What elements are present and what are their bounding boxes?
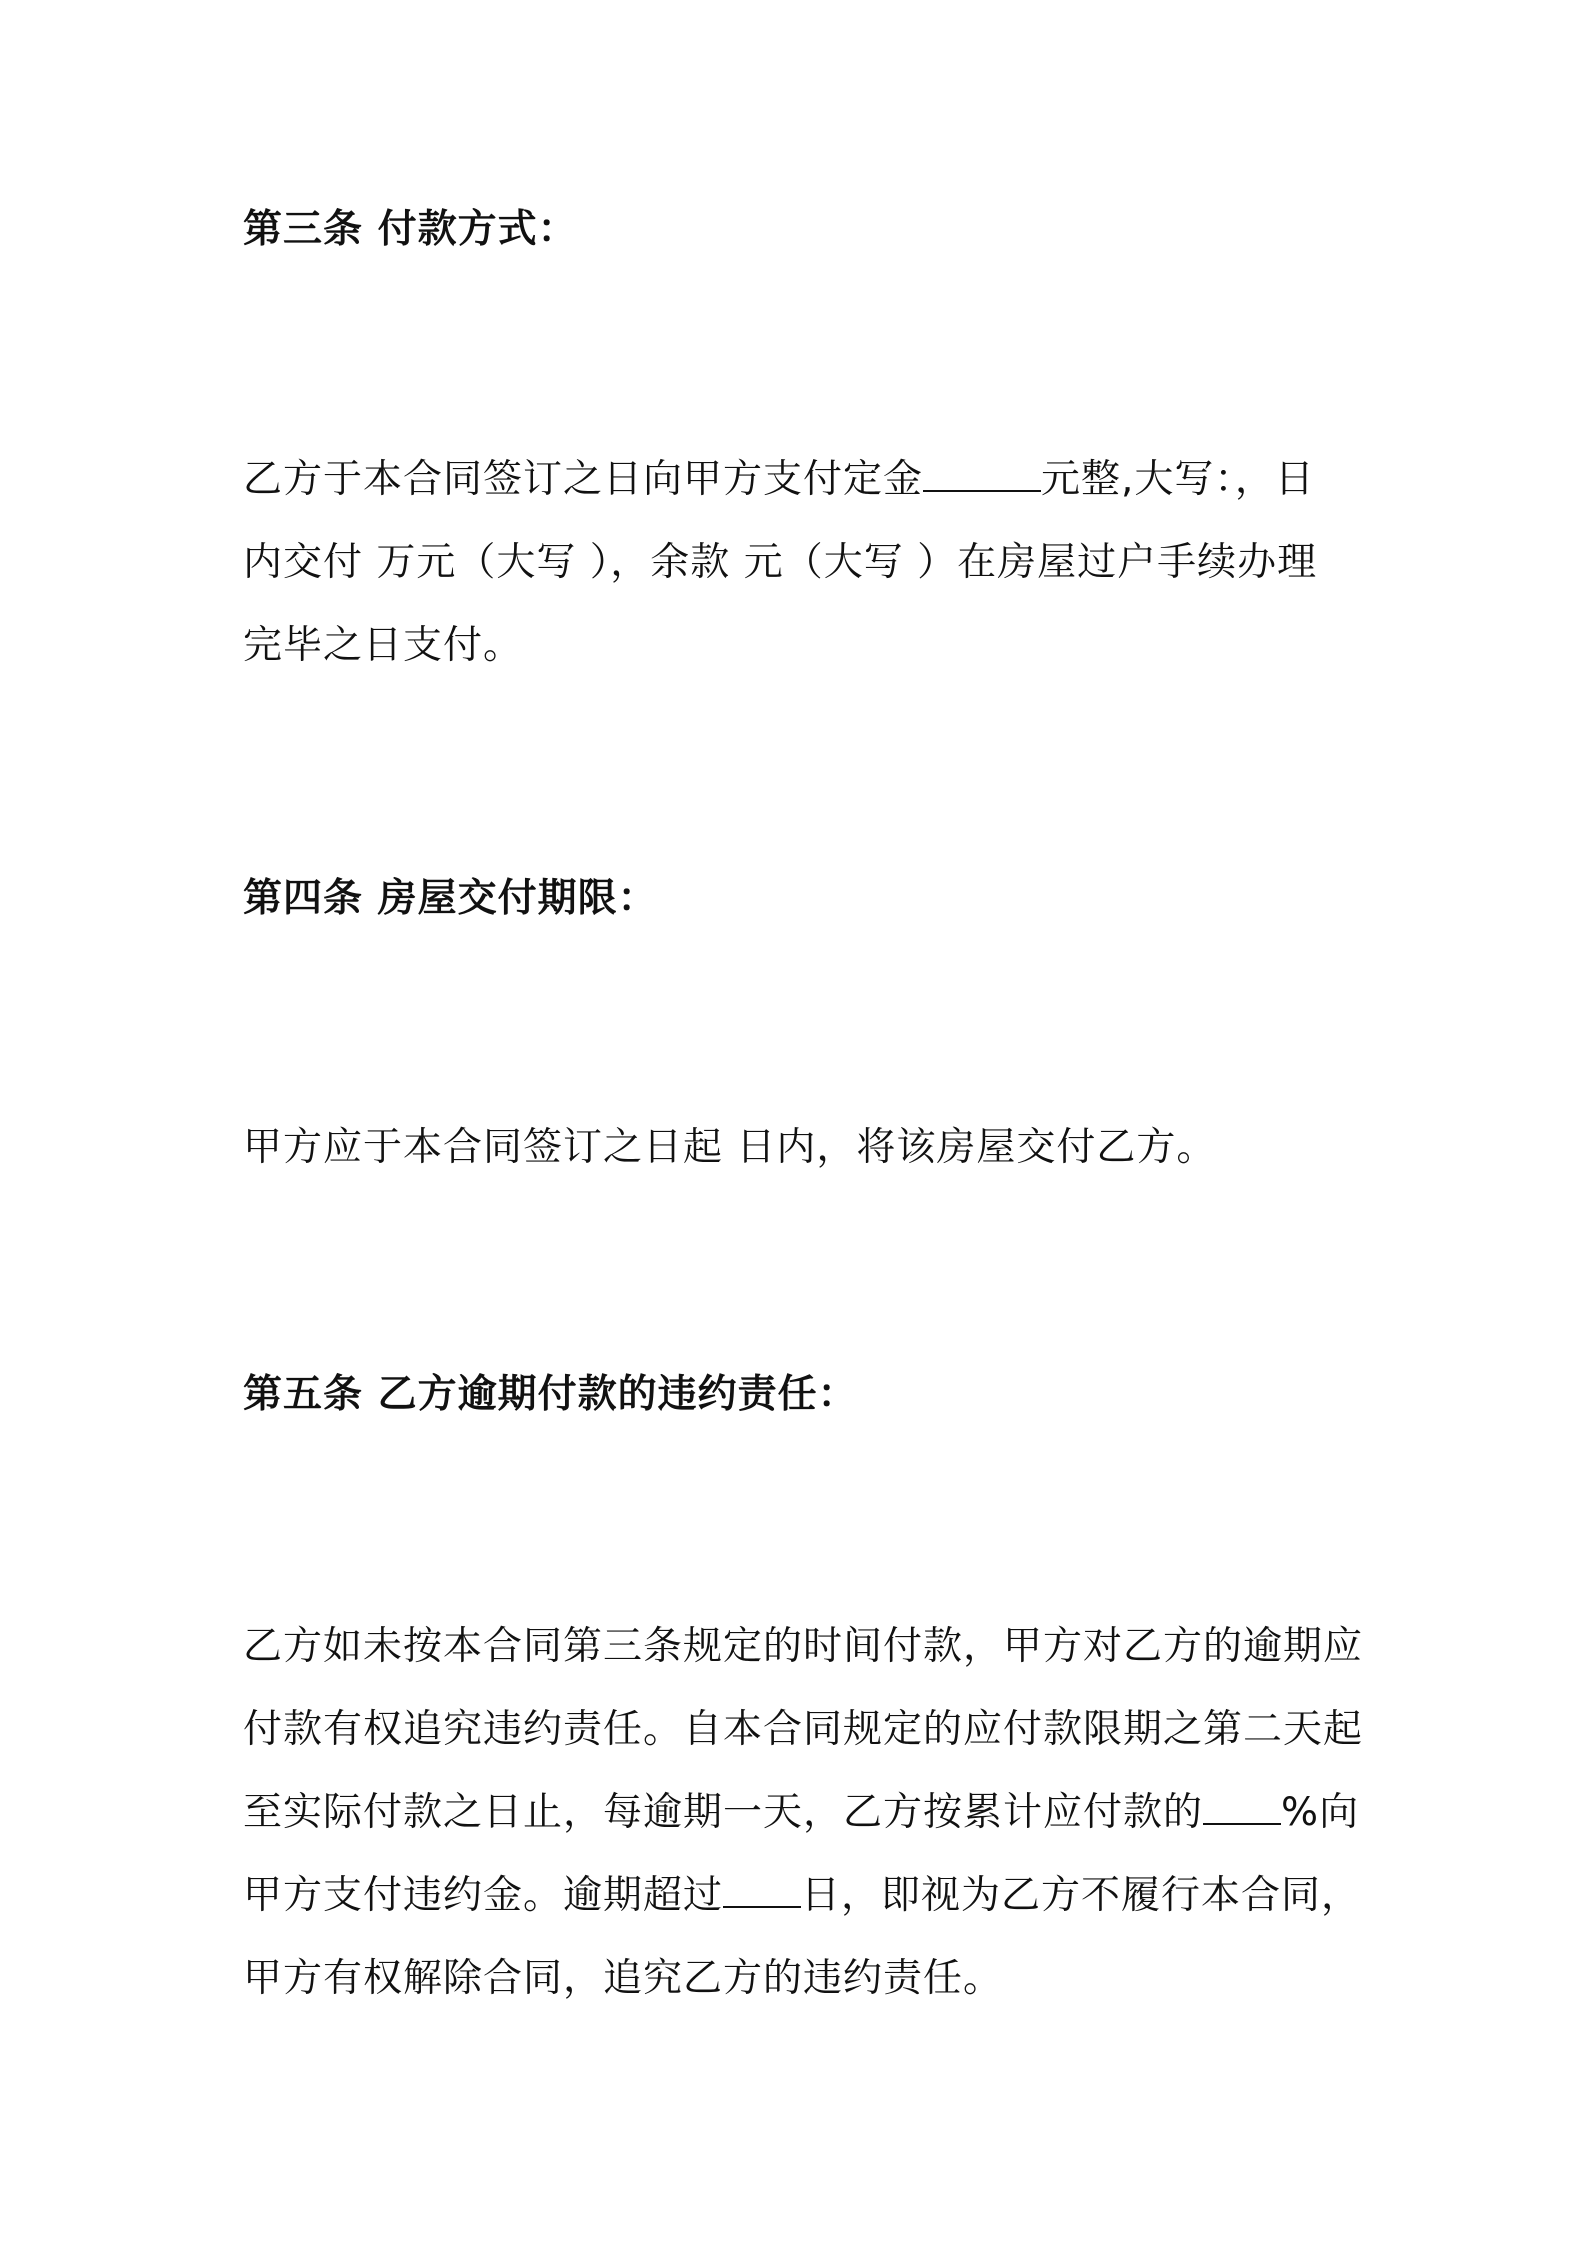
article-5-heading: 第五条 乙方逾期付款的违约责任： [243,1372,858,1417]
article-4-heading: 第四条 房屋交付期限： [243,876,658,921]
penalty-rate-blank [1203,1793,1281,1825]
article-5-line-3: 至实际付款之日止，每逾期一天，乙方按累计应付款的 %向 [243,1790,1360,1835]
deposit-amount-blank [923,460,1041,492]
article-3-line-3: 完毕之日支付。 [243,623,524,668]
article-3-line-2: 内交付 万元（大写 ），余款 元（大写 ）在房屋过户手续办理 [243,540,1318,585]
article-5-line-5: 甲方有权解除合同，追究乙方的违约责任。 [243,1956,1004,2001]
article-5-body [243,1605,1363,2020]
article-3-heading: 第三条 付款方式： [243,207,578,252]
article-3-body [243,438,1363,687]
article-4-line-1: 甲方应于本合同签订之日起 日内，将该房屋交付乙方。 [243,1125,1217,1170]
article-4-body [243,1106,1363,1189]
overdue-days-blank [723,1876,801,1908]
article-5-line-2: 付款有权追究违约责任。自本合同规定的应付款限期之第二天起 [243,1707,1364,1752]
article-5-line-4: 甲方支付违约金。逾期超过 日，即视为乙方不履行本合同， [243,1873,1362,1918]
article-5-line-1: 乙方如未按本合同第三条规定的时间付款，甲方对乙方的逾期应 [243,1624,1364,1669]
article-3-line-1: 乙方于本合同签订之日向甲方支付定金 元整,大写：，日 [243,457,1315,502]
